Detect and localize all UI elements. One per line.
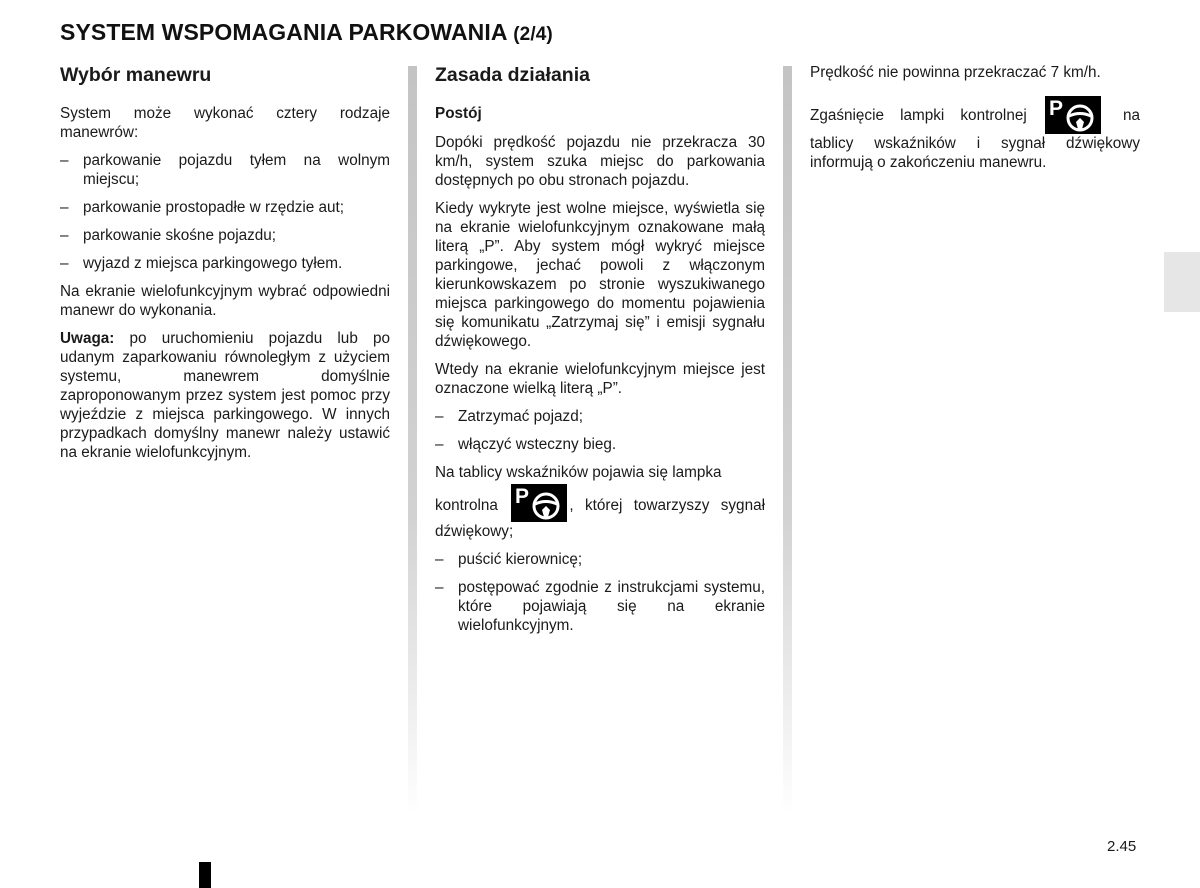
paragraph: Na tablicy wskaźników pojawia się lampka xyxy=(435,464,722,481)
parking-assist-steering-wheel-icon xyxy=(511,484,567,522)
page-title-suffix: (2/4) xyxy=(513,24,553,45)
lamp-paragraph xyxy=(810,96,1140,172)
list-item-text: wyjazd z miejsca parkingowego tyłem. xyxy=(83,255,343,272)
paragraph: System może wykonać cztery rodzaje manewrów: xyxy=(60,105,390,141)
list-item xyxy=(435,407,765,426)
lamp-text-after: , której towarzyszy sygnał dźwiękowy; xyxy=(435,497,765,540)
paragraph: Prędkość nie powinna przekraczać 7 km/h. xyxy=(810,64,1101,81)
list-item-text: parkowanie skośne pojazdu; xyxy=(83,227,277,244)
list-item xyxy=(60,226,390,245)
right-column xyxy=(810,63,1140,181)
dash-bullet: – xyxy=(435,579,444,596)
section-tab xyxy=(1164,252,1200,312)
paragraph: Dopóki prędkość pojazdu nie przekracza 30 km/h, system szuka miejsc do parkowania dostępnych po obu stronach pojazdu. xyxy=(435,134,765,189)
dash-bullet: – xyxy=(60,152,69,169)
svg-text:P: P xyxy=(515,485,530,508)
list-item xyxy=(435,578,765,635)
list-item-text: Zatrzymać pojazd; xyxy=(458,408,583,425)
list-item xyxy=(60,198,390,217)
section-heading-principle: Zasada działania xyxy=(435,64,590,86)
dash-bullet: – xyxy=(435,551,444,568)
svg-text:P: P xyxy=(1048,97,1063,120)
middle-column xyxy=(435,63,765,644)
list-item-text: puścić kierownicę; xyxy=(458,551,583,568)
list-item-text: parkowanie prostopadłe w rzędzie aut; xyxy=(83,199,345,216)
dash-bullet: – xyxy=(60,199,69,216)
list-item xyxy=(60,151,390,189)
manoeuvre-list xyxy=(60,151,390,273)
lamp-text-before: kontrolna xyxy=(435,497,510,514)
lamp-paragraph xyxy=(435,484,765,541)
section-heading-manoeuvre: Wybór manewru xyxy=(60,64,212,86)
page-number: 2.45 xyxy=(1107,838,1137,855)
list-item xyxy=(435,435,765,454)
subheading-stop: Postój xyxy=(435,105,482,122)
list-item-text: włączyć wsteczny bieg. xyxy=(458,436,617,453)
list-item xyxy=(435,550,765,569)
note-paragraph xyxy=(60,329,390,462)
dash-bullet: – xyxy=(60,227,69,244)
note-text: po uruchomieniu pojazdu lub po udanym zaparkowaniu równoległym z użyciem systemu, manewrem domyślnie zaproponowanym przez system jest pomoc przy wyjeździe z miejsca parkingowego. W innych przypadkach domyślny manewr należy ustawić na ekranie wielofunkcyjnym. xyxy=(60,330,390,461)
list-item xyxy=(60,254,390,273)
dash-bullet: – xyxy=(435,436,444,453)
list-item-text: postępować zgodnie z instrukcjami systemu, które pojawiają się na ekranie wielofunkcyjnym. xyxy=(458,579,765,634)
column-separator xyxy=(408,66,417,816)
lamp-text-after: na tablicy wskaźników i sygnał dźwiękowy informują o zakończeniu manewru. xyxy=(810,107,1140,171)
parking-assist-steering-wheel-icon xyxy=(1045,96,1101,134)
dash-bullet: – xyxy=(435,408,444,425)
step-list xyxy=(435,550,765,635)
crop-mark xyxy=(199,862,211,888)
paragraph: Wtedy na ekranie wielofunkcyjnym miejsce jest oznaczone wielką literą „P”. xyxy=(435,361,765,397)
page-title xyxy=(60,19,553,46)
page-title-main: SYSTEM WSPOMAGANIA PARKOWANIA xyxy=(60,19,507,45)
column-separator xyxy=(783,66,792,816)
note-label: Uwaga: xyxy=(60,330,115,347)
left-column xyxy=(60,63,390,471)
paragraph: Na ekranie wielofunkcyjnym wybrać odpowiedni manewr do wykonania. xyxy=(60,283,390,319)
lamp-text-before: Zgaśnięcie lampki kontrolnej xyxy=(810,107,1043,124)
list-item-text: parkowanie pojazdu tyłem na wolnym miejscu; xyxy=(83,152,390,188)
step-list xyxy=(435,407,765,454)
paragraph: Kiedy wykryte jest wolne miejsce, wyświetla się na ekranie wielofunkcyjnym oznakowane małą literą „P”. Aby system mógł wykryć miejsce parkingowe, jechać powoli z włączonym kierunkowskazem po stronie wyszukiwanego miejsca parkingowego do momentu pojawienia się komunikatu „Zatrzymaj się” i emisji sygnału dźwiękowego. xyxy=(435,200,765,350)
dash-bullet: – xyxy=(60,255,69,272)
